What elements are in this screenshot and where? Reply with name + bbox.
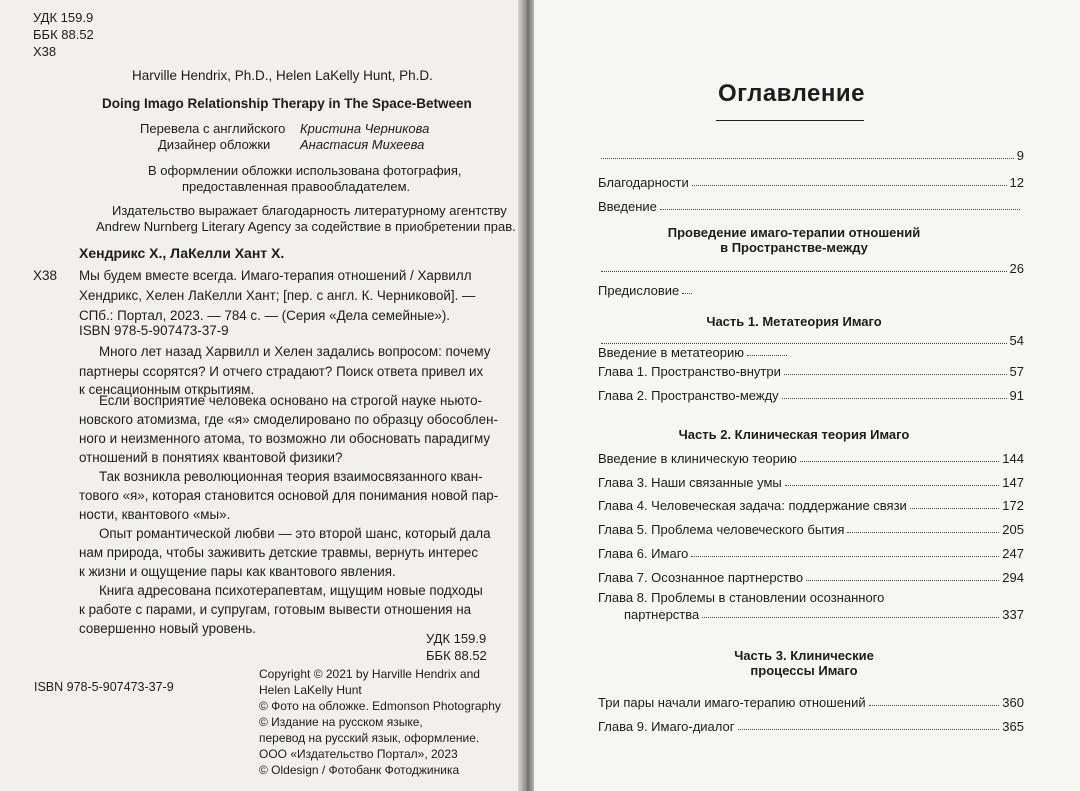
toc-entry: Глава 5. Проблема человеческого бытия 205 <box>598 522 1024 537</box>
toc-entry: Глава 4. Человеческая задача: поддержание связи 172 <box>598 498 1024 513</box>
designer-label: Дизайнер обложки <box>158 137 271 152</box>
translated-label: Перевела с английского <box>140 121 286 136</box>
part-1-title: Часть 1. Метатеория Имаго <box>706 314 882 329</box>
copyright-line: Copyright © 2021 by Harville Hendrix and <box>259 667 480 681</box>
toc-entry: Введение <box>598 196 1023 214</box>
authors-en: Harville Hendrix, Ph.D., Helen LaKelly Hunt, Ph.D. <box>132 68 433 83</box>
abstract-line: к сенсационным открытиям. <box>79 382 255 397</box>
left-page-imprint <box>0 0 522 791</box>
isbn-bottom: ISBN 978-5-907473-37-9 <box>34 680 174 694</box>
abstract-line: нам природа, чтобы заживить детские травмы, вернуть интерес <box>79 545 479 560</box>
toc-heading: Оглавление <box>718 80 865 107</box>
toc-entry: Предисловие <box>598 280 695 298</box>
biblio-line-3: СПб.: Портал, 2023. — 784 с. — (Серия «Дела семейные»). <box>79 308 451 323</box>
abstract-line: совершенно новый уровень. <box>79 621 257 636</box>
abstract-line: ного и неизменного атома, то возможно ли обосновать парадигму <box>79 431 491 446</box>
biblio-line-2: Хендрикс, Хелен ЛаКелли Хант; [пер. с англ. К. Черниковой]. — <box>79 288 476 303</box>
toc-entry: Три пары начали имаго-терапию отношений 360 <box>598 695 1024 710</box>
toc-entry: 9 <box>598 145 1024 163</box>
section-title-intro: Проведение имаго-терапии отношений в Пространстве-между <box>667 225 921 255</box>
title-en: Doing Imago Relationship Therapy in The Space-Between <box>102 96 472 111</box>
toc-entry: 54 <box>598 330 1024 348</box>
bbk-top: ББК 88.52 <box>33 27 94 42</box>
copyright-line: ООО «Издательство Портал», 2023 <box>259 747 458 761</box>
heading-rule <box>716 120 864 121</box>
toc-entry: Благодарности 12 <box>598 175 1024 190</box>
udk-top: УДК 159.9 <box>33 10 94 25</box>
biblio-line-1: Мы будем вместе всегда. Имаго-терапия отношений / Харвилл <box>79 268 472 283</box>
photo-note-1: В оформлении обложки использована фотография, <box>148 163 462 178</box>
toc-entry: 26 <box>598 258 1024 276</box>
abstract-line: Опыт романтической любви — это второй шанс, который дала <box>99 526 491 541</box>
copyright-line: © Oldesign / Фотобанк Фотоджиника <box>259 763 460 777</box>
copyright-line: перевод на русский язык, оформление. <box>259 731 480 745</box>
code-mid: Х38 <box>33 268 58 283</box>
thanks-note-1: Издательство выражает благодарность литературному агентству <box>112 203 507 218</box>
copyright-block <box>259 666 501 778</box>
right-page-toc <box>534 0 1080 791</box>
toc-entry: Введение в клиническую теорию 144 <box>598 451 1024 466</box>
abstract-line: тового «я», которая становится основой для понимания новой пар- <box>79 488 499 503</box>
toc-entry: Глава 2. Пространство-между 91 <box>598 388 1024 403</box>
part-2-title: Часть 2. Клиническая теория Имаго <box>678 427 910 442</box>
toc-entry: Глава 3. Наши связанные умы 147 <box>598 475 1024 490</box>
abstract-line: отношений в понятиях квантовой физики? <box>79 450 343 465</box>
abstract-line: новского атомизма, где «я» смоделировано по образцу обособлен- <box>79 412 498 427</box>
abstract-line: к жизни и ощущение пары как квантового явления. <box>79 564 396 579</box>
abstract-line: Так возникла революционная теория взаимосвязанного кван- <box>99 469 483 484</box>
abstract-line: Книга адресована психотерапевтам, ищущим новые подходы <box>99 583 483 598</box>
abstract-line: к работе с парами, и супругам, готовым вывести отношения на <box>79 602 472 617</box>
copyright-line: © Издание на русском языке, <box>259 715 423 729</box>
toc-entry: Глава 7. Осознанное партнерство 294 <box>598 570 1024 585</box>
abstract-line: Много лет назад Харвилл и Хелен задались вопросом: почему <box>99 344 491 359</box>
toc-entry: Глава 6. Имаго 247 <box>598 546 1024 561</box>
toc-entry: партнерства 337 <box>624 607 1024 622</box>
toc-entry: Глава 1. Пространство-внутри 57 <box>598 364 1024 379</box>
abstract-line: партнеры ссорятся? И отчего страдают? Поиск ответа привел их <box>79 364 484 379</box>
photo-note-2: предоставленная правообладателем. <box>182 179 411 194</box>
part-3-title: Часть 3. Клинические процессы Имаго <box>734 648 874 678</box>
toc-entry: Глава 9. Имаго-диалог 365 <box>598 719 1024 734</box>
authors-ru: Хендрикс Х., ЛаКелли Хант Х. <box>79 245 285 261</box>
toc-entry-ch8-line1: Глава 8. Проблемы в становлении осознанного <box>598 590 885 605</box>
abstract-line: Если восприятие человека основано на строгой науке ньюто- <box>99 393 482 408</box>
code-top: Х38 <box>33 44 57 59</box>
copyright-line: Helen LaKelly Hunt <box>259 683 362 697</box>
udk-bottom: УДК 159.9 <box>426 631 487 646</box>
thanks-note-2: Andrew Nurnberg Literary Agency за содействие в приобретении прав. <box>96 219 516 234</box>
isbn-mid: ISBN 978-5-907473-37-9 <box>79 323 229 338</box>
abstract-line: ности, квантового «мы». <box>79 507 231 522</box>
toc-entry: Введение в метатеорию <box>598 342 790 360</box>
bbk-bottom: ББК 88.52 <box>426 648 487 663</box>
designer: Анастасия Михеева <box>300 137 425 152</box>
copyright-line: © Фото на обложке. Edmonson Photography <box>259 699 501 713</box>
translator: Кристина Черникова <box>300 121 430 136</box>
